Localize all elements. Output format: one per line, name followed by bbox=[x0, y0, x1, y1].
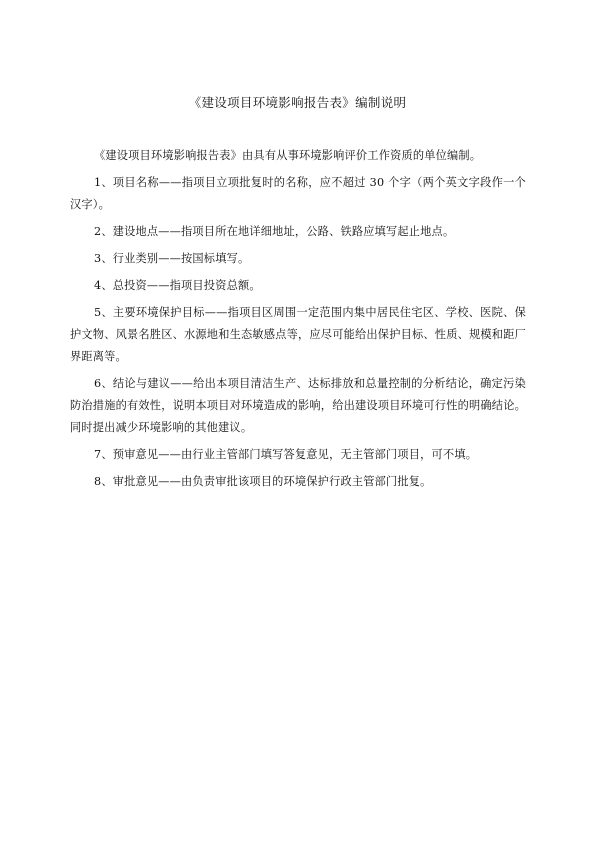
paragraph-item-8: 8、审批意见——由负责审批该项目的环境保护行政主管部门批复。 bbox=[94, 475, 432, 488]
paragraph-item-7: 7、预审意见——由行业主管部门填写答复意见，无主管部门项目，可不填。 bbox=[94, 448, 478, 461]
paragraph-item-3: 3、行业类别——按国标填写。 bbox=[94, 252, 250, 265]
document-body bbox=[70, 145, 526, 498]
document-title: 《建设项目环境影响报告表》编制说明 bbox=[188, 95, 407, 110]
paragraph-item-2: 2、建设地点——指项目所在地详细地址，公路、铁路应填写起止地点。 bbox=[94, 225, 455, 238]
paragraph-item-5: 5、主要环境保护目标——指项目区周围一定范围内集中居民住宅区、学校、医院、保护文物、风景名胜区、水源地和生态敏感点等，应尽可能给出保护目标、性质、规模和距厂界距离等。 bbox=[70, 306, 526, 363]
paragraph-item-1: 1、项目名称——指项目立项批复时的名称，应不超过 30 个字（两个英文字段作一个汉字）。 bbox=[70, 176, 526, 211]
paragraph-intro: 《建设项目环境影响报告表》由具有从事环境影响评价工作资质的单位编制。 bbox=[94, 149, 482, 162]
paragraph-item-4: 4、总投资——指项目投资总额。 bbox=[94, 279, 261, 292]
paragraph-item-6: 6、结论与建议——给出本项目清洁生产、达标排放和总量控制的分析结论，确定污染防治措施的有效性，说明本项目对环境造成的影响，给出建设项目环境可行性的明确结论。同时提出减少环境影响的其他建议。 bbox=[70, 377, 526, 434]
